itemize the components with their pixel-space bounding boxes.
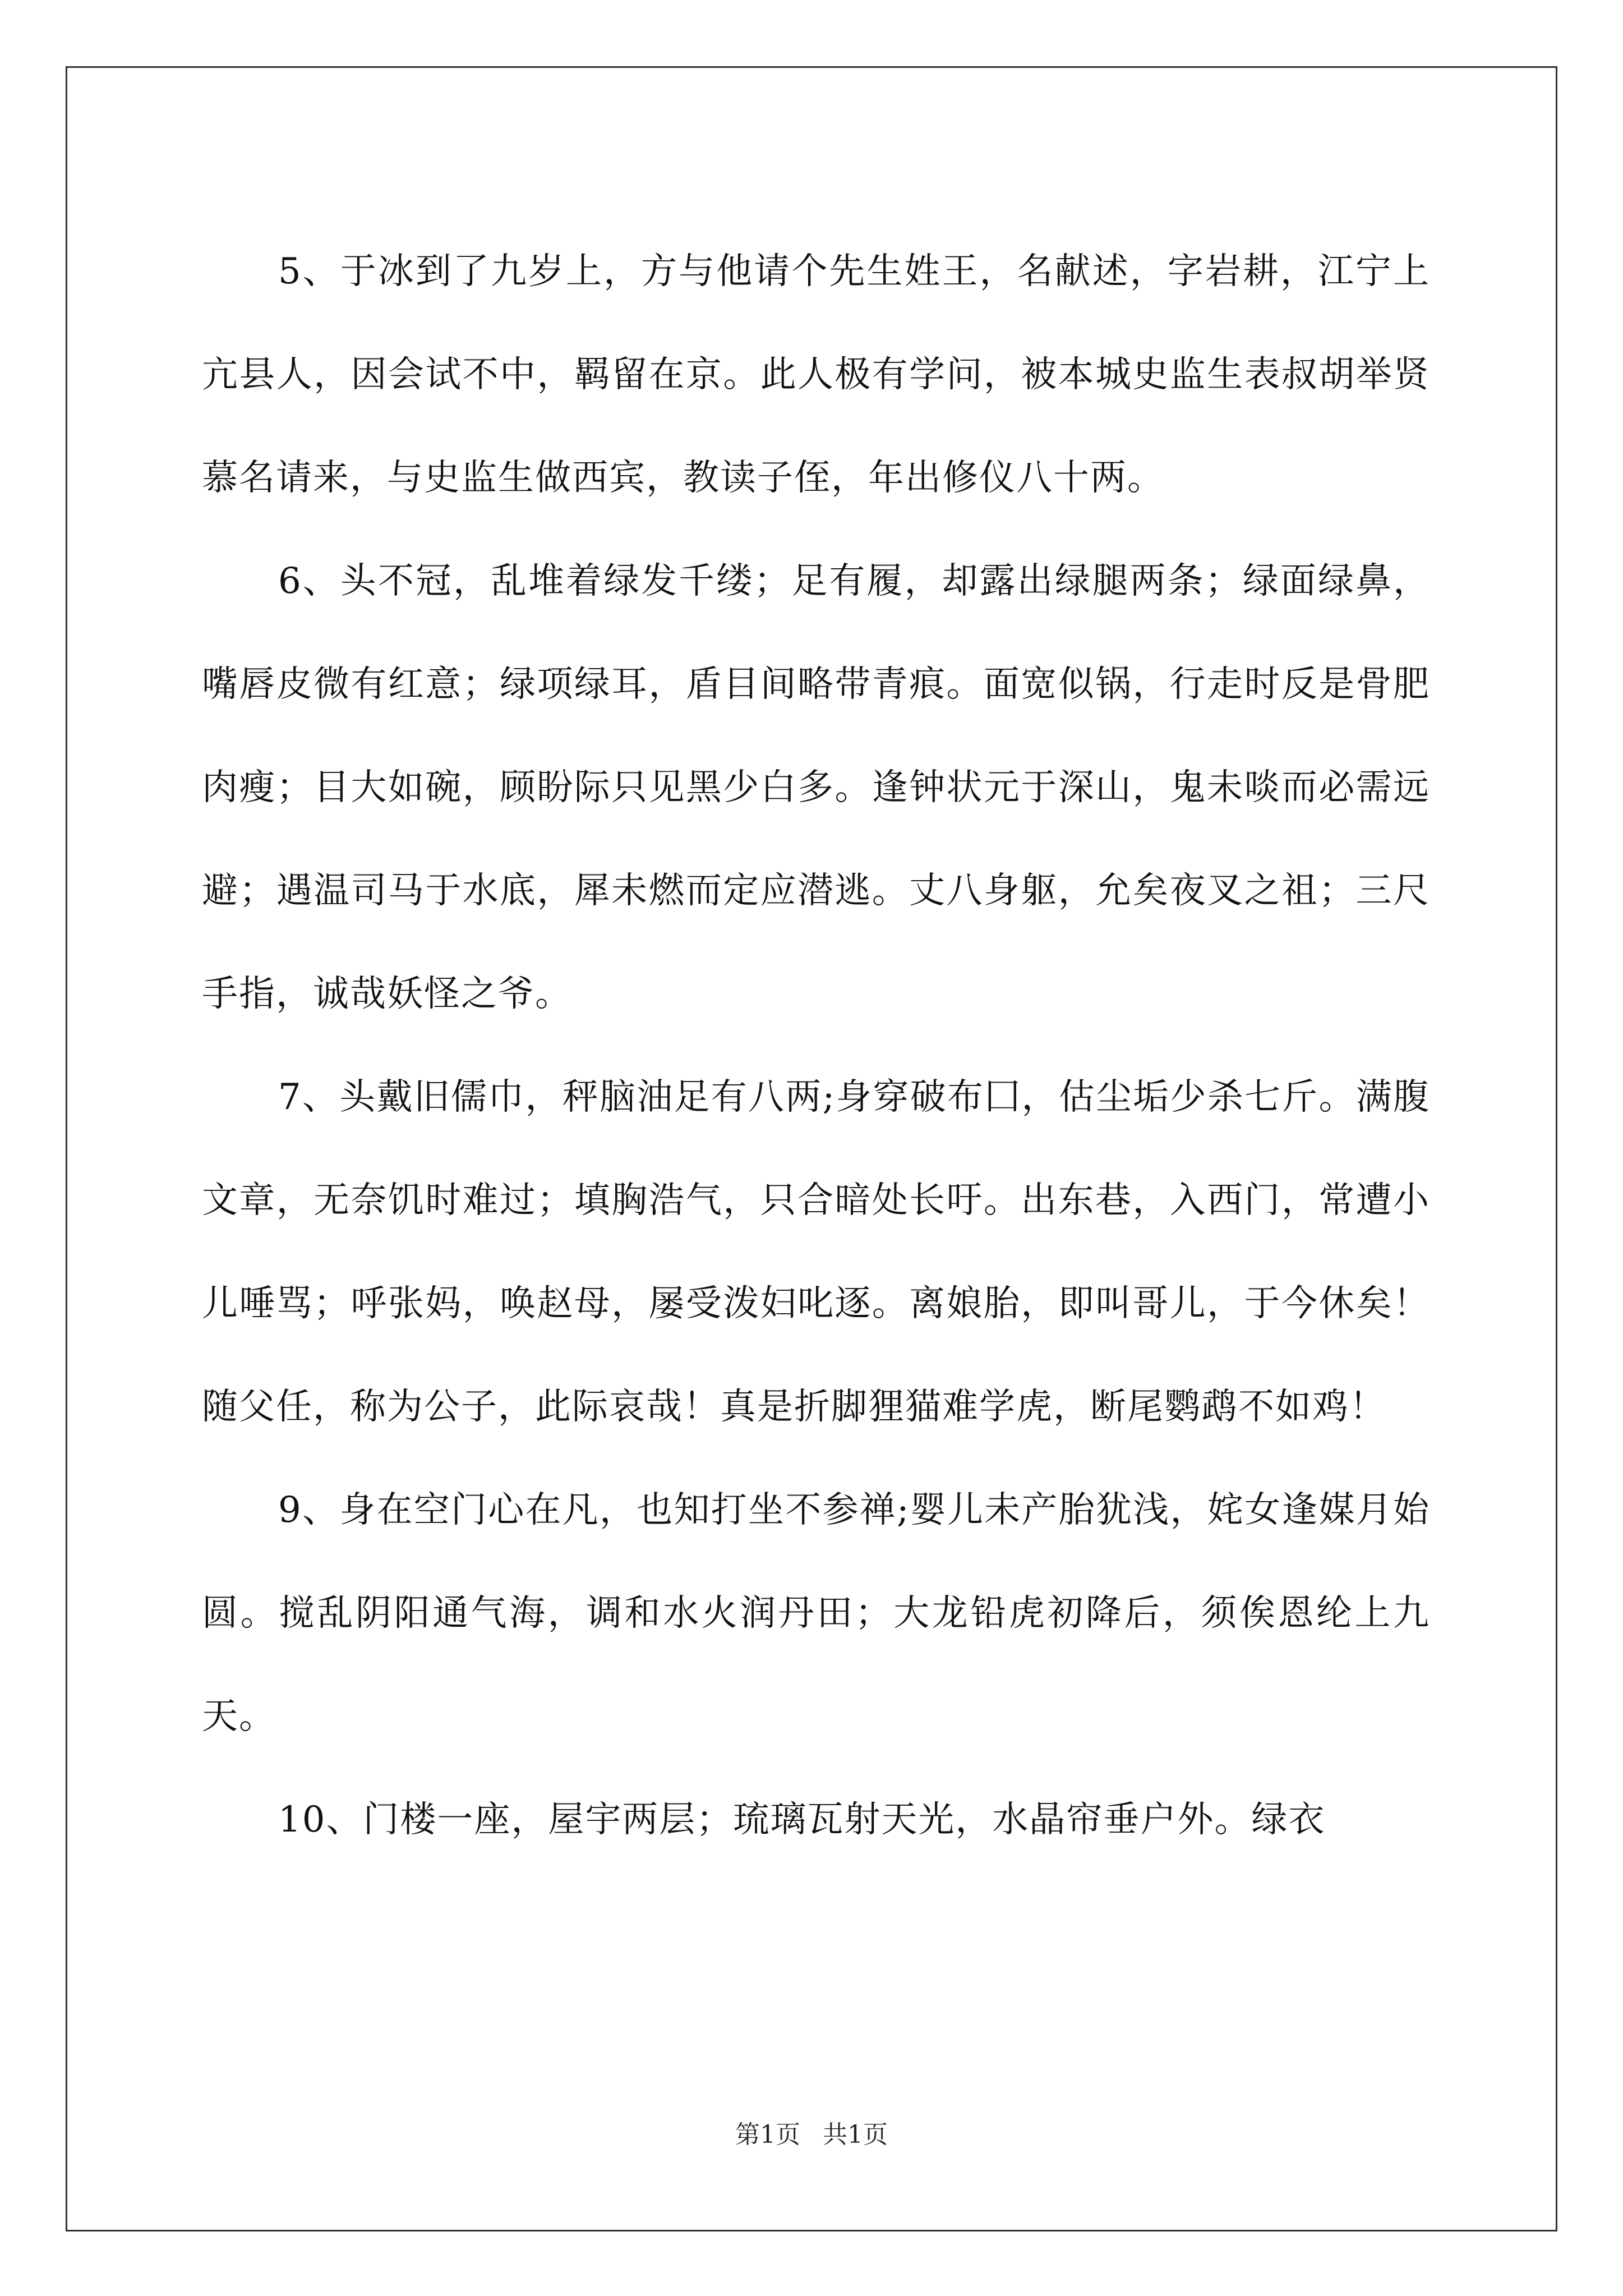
paragraph-5: 5、于冰到了九岁上，方与他请个先生姓王，名献述，字岩耕，江宁上亢县人，因会试不中，羁留在京。此人极有学问，被本城史监生表叔胡举贤慕名请来，与史监生做西宾，教读子侄，年出修仪八十两。 xyxy=(202,251,1430,499)
page-total: 共1页 xyxy=(823,2120,888,2149)
paragraph-6: 6、头不冠，乱堆着绿发千缕；足有履，却露出绿腿两条；绿面绿鼻，嘴唇皮微有红意；绿项绿耳，盾目间略带青痕。面宽似锅，行走时反是骨肥肉瘦；目大如碗，顾盼际只见黑少白多。逢钟状元于深山，鬼未啖而必需远避；遇温司马于水底，犀未燃而定应潜逃。丈八身躯，允矣夜叉之祖；三尺手指，诚哉妖怪之爷。 xyxy=(202,560,1430,1015)
page-footer xyxy=(0,2118,1623,2152)
paragraph-9: 9、身在空门心在凡，也知打坐不参禅;婴儿未产胎犹浅，姹女逢媒月始圆。搅乱阴阳通气海，调和水火润丹田；大龙铅虎初降后，须俟恩纶上九天。 xyxy=(202,1489,1430,1737)
paragraph-10: 10、门楼一座，屋宇两层；琉璃瓦射天光，水晶帘垂户外。绿衣 xyxy=(278,1799,1326,1841)
document-body xyxy=(202,220,1430,1871)
paragraph-7: 7、头戴旧儒巾，秤脑油足有八两;身穿破布囗，估尘垢少杀七斤。满腹文章，无奈饥时难过；填胸浩气，只合暗处长吁。出东巷，入西门，常遭小儿唾骂；呼张妈，唤赵母，屡受泼妇叱逐。离娘胎，即叫哥儿，于今休矣！随父任，称为公子，此际哀哉！真是折脚狸猫难学虎，断尾鹦鹉不如鸡！ xyxy=(202,1076,1430,1428)
page-number: 第1页 xyxy=(735,2120,800,2149)
